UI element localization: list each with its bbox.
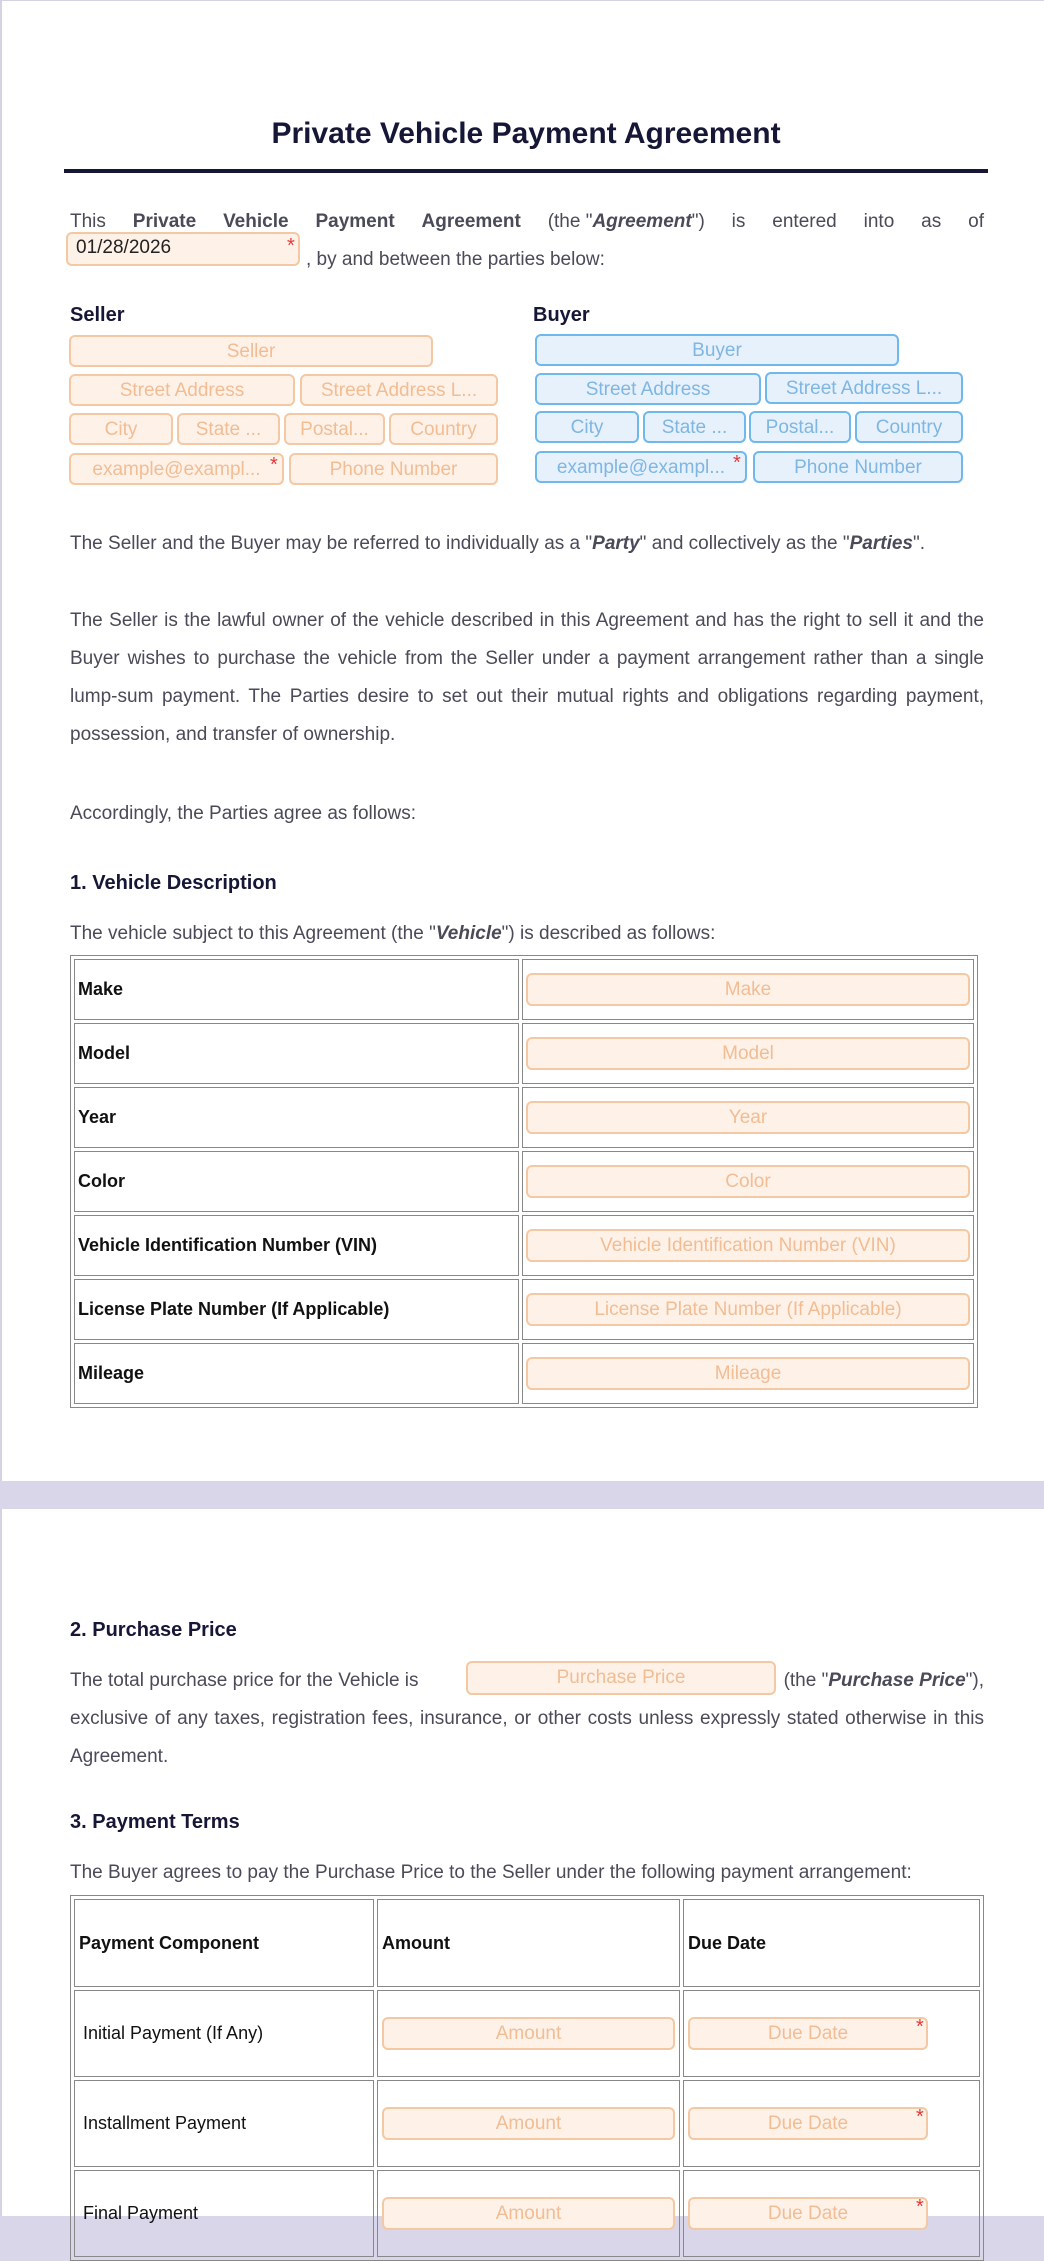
buyer-street2-field[interactable]: Street Address L...: [765, 372, 963, 404]
intro-word: is: [731, 211, 746, 232]
due-date-cell: [683, 2080, 980, 2167]
price-line: exclusive of any taxes, registration fees, insurance, or other costs unless expressly stated otherwise in this: [70, 1708, 984, 1729]
intro-word: into: [863, 211, 895, 232]
intro-word: entered: [772, 211, 837, 232]
table-row: [74, 1215, 974, 1276]
buyer-city-field[interactable]: City: [535, 411, 639, 443]
price-paragraph: [70, 1700, 984, 1776]
table-row: [74, 1151, 974, 1212]
seller-label: Seller: [70, 304, 125, 326]
seller-name-field[interactable]: Seller: [69, 335, 433, 367]
vehicle-model-field[interactable]: Model: [526, 1037, 970, 1070]
table-row: [74, 1343, 974, 1404]
price-text: The total purchase price for the Vehicle is: [70, 1670, 419, 1691]
vehicle-label-cell: Vehicle Identification Number (VIN): [74, 1215, 519, 1276]
document-page-2: [0, 1509, 1044, 2224]
buyer-postal-field[interactable]: Postal...: [749, 411, 851, 443]
payment-label-cell: Installment Payment: [74, 2080, 374, 2167]
seller-country-field[interactable]: Country: [389, 413, 498, 445]
due-date-field[interactable]: Due Date: [688, 2017, 928, 2050]
agreement-date-value: 01/28/2026: [76, 237, 172, 258]
title-divider: [64, 169, 988, 173]
price-defined-term: (the "Purchase Price"),: [783, 1670, 984, 1691]
amount-cell: [377, 2080, 680, 2167]
payment-table: [70, 1895, 984, 2261]
vehicle-table: [70, 955, 978, 1408]
table-row: [74, 959, 974, 1020]
recital-line: The Seller is the lawful owner of the vehicle described in this Agreement and has the right to sell it and the: [70, 610, 984, 631]
intro-suffix: , by and between the parties below:: [306, 249, 605, 270]
buyer-street-field[interactable]: Street Address: [535, 373, 761, 405]
amount-cell: [377, 1990, 680, 2077]
vehicle-value-cell: [522, 1087, 974, 1148]
table-row: [74, 1023, 974, 1084]
vehicle-plate-field[interactable]: License Plate Number (If Applicable): [526, 1293, 970, 1326]
required-marker: *: [916, 2016, 924, 2038]
due-date-field[interactable]: Due Date: [688, 2107, 928, 2140]
table-row: [74, 1279, 974, 1340]
table-row: [74, 1087, 974, 1148]
buyer-state-field[interactable]: State ...: [643, 411, 746, 443]
vehicle-value-cell: [522, 1215, 974, 1276]
amount-field[interactable]: Amount: [382, 2107, 675, 2140]
column-header: Due Date: [683, 1899, 980, 1987]
table-row: [74, 2170, 980, 2257]
payment-label-cell: Final Payment: [74, 2170, 374, 2257]
vehicle-value-cell: [522, 1279, 974, 1340]
vehicle-intro: The vehicle subject to this Agreement (the "Vehicle") is described as follows:: [70, 923, 716, 944]
buyer-label: Buyer: [533, 304, 590, 326]
vehicle-value-cell: [522, 1343, 974, 1404]
column-header: Amount: [377, 1899, 680, 1987]
vehicle-year-field[interactable]: Year: [526, 1101, 970, 1134]
vehicle-mileage-field[interactable]: Mileage: [526, 1357, 970, 1390]
required-marker: *: [916, 2196, 924, 2218]
buyer-email-field[interactable]: example@exampl...: [535, 451, 747, 483]
vehicle-label-cell: Mileage: [74, 1343, 519, 1404]
recital-line: Buyer wishes to purchase the vehicle from the Seller under a payment arrangement rather than a single: [70, 648, 984, 669]
seller-street2-field[interactable]: Street Address L...: [300, 374, 498, 406]
payment-intro: The Buyer agrees to pay the Purchase Price to the Seller under the following payment arrangement:: [70, 1862, 912, 1883]
due-date-field[interactable]: Due Date: [688, 2197, 928, 2230]
vehicle-label-cell: Color: [74, 1151, 519, 1212]
vehicle-value-cell: [522, 1151, 974, 1212]
document-title: Private Vehicle Payment Agreement: [271, 117, 781, 150]
payment-label-cell: Initial Payment (If Any): [74, 1990, 374, 2077]
seller-postal-field[interactable]: Postal...: [284, 413, 385, 445]
parties-paragraph: The Seller and the Buyer may be referred to individually as a "Party" and collectively as the "Parties".: [70, 533, 926, 554]
amount-field[interactable]: Amount: [382, 2197, 675, 2230]
section-3-heading: 3. Payment Terms: [70, 1811, 240, 1833]
intro-name-word: Payment: [315, 211, 395, 232]
vehicle-label-cell: Year: [74, 1087, 519, 1148]
price-line: Agreement.: [70, 1746, 169, 1767]
required-marker: *: [916, 2106, 924, 2128]
agreement-date-field[interactable]: [66, 232, 300, 266]
accordingly-text: Accordingly, the Parties agree as follows:: [70, 803, 417, 824]
vehicle-make-field[interactable]: Make: [526, 973, 970, 1006]
required-marker: *: [287, 235, 295, 257]
intro-name-word: Vehicle: [223, 211, 289, 232]
vehicle-label-cell: Make: [74, 959, 519, 1020]
buyer-name-field[interactable]: Buyer: [535, 334, 899, 366]
buyer-country-field[interactable]: Country: [855, 411, 963, 443]
seller-city-field[interactable]: City: [69, 413, 173, 445]
intro-defined-term: (the "Agreement"): [547, 211, 705, 232]
seller-street-field[interactable]: Street Address: [69, 374, 295, 406]
recital-line: possession, and transfer of ownership.: [70, 724, 396, 745]
intro-this: This: [70, 211, 106, 232]
table-header-row: [74, 1899, 980, 1987]
vehicle-label-cell: License Plate Number (If Applicable): [74, 1279, 519, 1340]
vehicle-vin-field[interactable]: Vehicle Identification Number (VIN): [526, 1229, 970, 1262]
required-marker: *: [270, 454, 278, 476]
due-date-cell: [683, 1990, 980, 2077]
purchase-price-field[interactable]: Purchase Price: [466, 1661, 776, 1695]
buyer-phone-field[interactable]: Phone Number: [753, 451, 963, 483]
table-row: [74, 1990, 980, 2077]
table-row: [74, 2080, 980, 2167]
section-2-heading: 2. Purchase Price: [70, 1619, 237, 1641]
vehicle-value-cell: [522, 959, 974, 1020]
recital-paragraph: [70, 602, 984, 754]
vehicle-value-cell: [522, 1023, 974, 1084]
column-header: Payment Component: [74, 1899, 374, 1987]
due-date-cell: [683, 2170, 980, 2257]
vehicle-label-cell: Model: [74, 1023, 519, 1084]
amount-field[interactable]: Amount: [382, 2017, 675, 2050]
intro-name-word: Agreement: [421, 211, 521, 232]
seller-state-field[interactable]: State ...: [177, 413, 280, 445]
seller-phone-field[interactable]: Phone Number: [289, 453, 498, 485]
intro-word: of: [968, 211, 984, 232]
intro-name-word: Private: [132, 211, 197, 232]
section-1-heading: 1. Vehicle Description: [70, 872, 277, 894]
recital-line: lump-sum payment. The Parties desire to set out their mutual rights and obligations regarding payment,: [70, 686, 984, 707]
required-marker: *: [733, 452, 741, 474]
amount-cell: [377, 2170, 680, 2257]
vehicle-color-field[interactable]: Color: [526, 1165, 970, 1198]
seller-email-field[interactable]: example@exampl...: [69, 453, 284, 485]
intro-word: as: [921, 211, 942, 232]
